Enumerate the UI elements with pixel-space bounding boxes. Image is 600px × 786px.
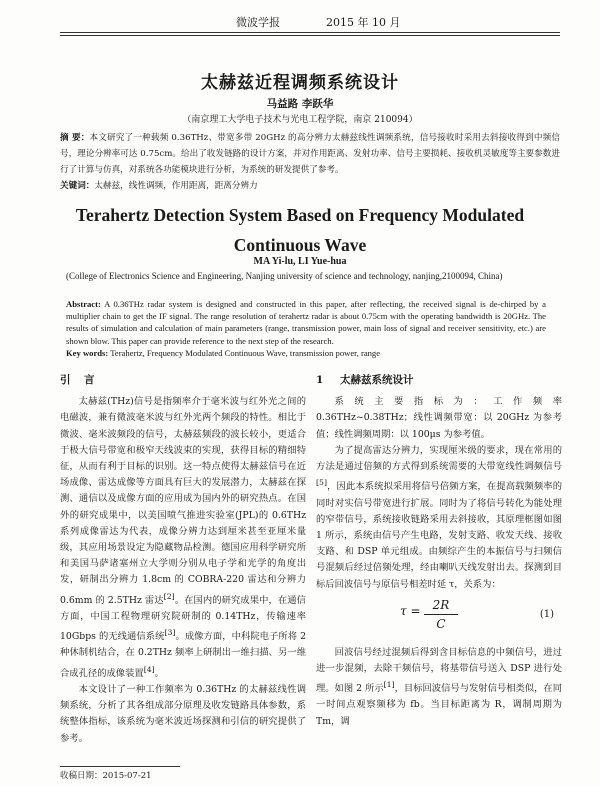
equation-1: [316, 597, 562, 639]
section-design-num: 1: [316, 374, 324, 386]
paragraph-if-signal: [316, 645, 562, 730]
section-intro-num: 引: [60, 374, 71, 386]
journal-name: 微波学报: [236, 16, 280, 29]
para-text: 。: [154, 667, 164, 679]
issue-date: 2015 年 10 月: [326, 16, 401, 29]
received-date: 收稿日期：2015-07-21: [60, 771, 152, 781]
header-rule-1: [60, 32, 560, 33]
authors-english: MA Yi-lu, LI Yue-hua: [253, 256, 347, 267]
title-chinese: 太赫兹近程调频系统设计: [201, 73, 399, 93]
affiliation-english: (College of Electronics Science and Engineering, Nanjing university of science and technology, nanjing,2100094, China): [66, 271, 503, 281]
equation-denominator: C: [436, 616, 446, 631]
left-column: [60, 372, 306, 747]
footnote-rule: [60, 766, 180, 767]
section-design-title: 太赫兹系统设计: [340, 374, 414, 386]
abstract-text: 本文研究了一种载频 0.36THz、带宽多带 20GHz 的高分辨力太赫兹线性调频系统，信号接收时采用去斜接收得到中频信号，理论分辨率可达 0.75cm。给出了收发链路的设计方案，并对作用距离、发射功率、信号主要损耗、接收机灵敏度等主要参数进行了计算与仿真，对系统各功能模块进行分析，为系统的研发提供了参考。: [60, 133, 560, 175]
para-text: 。在国内的研究成果中，在通信方面，中国工程物理研究院研制的 0.14THz，传输速率 10Gbps 的无线通信系统: [60, 594, 306, 643]
citation: [1]: [383, 680, 395, 690]
para-text: 。成像方面，中科院电子所将 2 种休制机结合，在 0.2THz 频率上研制出一维扫描、另一维合成孔径的成像装置: [60, 631, 306, 679]
authors-chinese: 马益路 李跃华: [266, 98, 334, 110]
equation-lhs: τ =: [400, 603, 421, 618]
para-text: ，目标回波信号与发射信号相类似，在同一时间点观察频移为 fb。当目标距离为 R，调制周期为 Tm，调: [316, 683, 562, 727]
right-column: [316, 372, 562, 730]
section-intro-title: 言: [84, 374, 95, 386]
abstract-en-text: A 0.36THz radar system is designed and constructed in this paper, after reflecting, the received signal is de-chirped by a multiplier chain to get the IF signal. The range resolution of terahertz radar is about 0.75cm with the operating bandwidth is 20GHz. The results of simulation and calculation of main parameters (range, transmission power, main loss of signal and receiver sensitivity, etc.) are shown blow. This paper can provide reference to the next step of the research.: [66, 299, 546, 346]
abstract-english: [66, 298, 546, 359]
section-design-heading: [316, 372, 562, 388]
paragraph-design: [316, 443, 562, 593]
para-text: 为了提高雷达分辨力，实现厘米级的要求，现在常用的方法是通过倍频的方式得到系统需要的大带宽线性调频信号: [316, 444, 562, 473]
abstract-label: 摘 要：: [60, 133, 90, 143]
fraction-bar: [424, 614, 458, 615]
para-text: ，因此本系统拟采用将信号倍频方案，在提高载频频率的同时对实信号带宽进行扩展。同时为了将信号转化为能处理的窄带信号，系统接收链路采用去斜接收，其原理框图如图 1 所示，系统由信号产生电路，发射支路、收发天线、接收支路、和 DSP 单元组成。由频综产生的本振信号与扫频信号混频后经过倍频处理，经由喇叭天线发射出去。探测到目标后回波信号与原信号相差时延 τ，关系为：: [316, 481, 562, 590]
keywords-text: 太赫兹，线性调频，作用距离，距离分辨力: [94, 181, 258, 191]
section-intro-heading: [60, 372, 306, 388]
citation: [3]: [164, 628, 176, 638]
para-text: 太赫兹(THz)信号是指频率介于毫米波与红外光之间的电磁波，兼有微波毫米波与红外光两个频段的特性。相比于微波、毫米波频段的信号，太赫兹频段的波长较小，更适合于极大信号带宽和极窄天线波束的实现，获得目标的精细特征，从而有利于目标的识别。这一特点使得太赫兹信号在近场成像、雷达成像等方面具有巨大的发展潜力，太赫兹在探测、通信以及成像方面的应用成为国内外的研究热点。在国外的研究成果中，以美国喷气推进实验室(JPL)的 0.6THz 系列成像雷达为代表，成像分辨力达到厘米甚至亚厘米量级，其应用场景设定为隐藏物品检测。德国应用科学研究所和美国马萨诸塞州立大学则分别从电子学和光学的角度出发，研制出分辨力 1.8cm 的 COBRA-220 雷达和分辨力 0.6mm 的 2.5THz 雷达: [60, 396, 306, 606]
affiliation-chinese: （南京理工大学电子技术与光电工程学院，南京 210094）: [182, 115, 418, 125]
header-rule-2: [60, 35, 560, 36]
keywords-en-text: Terahertz, Frequency Modulated Continuous Wave, transmission power, range: [110, 347, 381, 358]
keywords-label: 关键词：: [60, 181, 95, 191]
paragraph-specs: 系 统 主 要 指 标 为 ： 工 作 频 率 0.36THz~0.38THz；线性调频带宽：以 20GHz 为参考值；线性调频周期：以 100μs 为参考值。: [316, 396, 562, 440]
title-english: Terahertz Detection System Based on Frequency Modulated Continuous Wave: [75, 205, 525, 255]
citation: [5]: [316, 478, 327, 488]
abstract-chinese: [60, 130, 560, 194]
equation-fraction: [424, 597, 458, 632]
paragraph-intro: [60, 394, 306, 682]
paragraph-overview: 本文设计了一种工作频率为 0.36THz 的太赫兹线性调频系统，分析了其各组成部分原理及收发链路具体参数，系统整体指标，该系统为毫米波近场探测和引信的研究提供了参考。: [60, 683, 306, 744]
citation: [2]: [163, 591, 175, 601]
para-text: 回波信号经过混频后得到含目标信息的中频信号，进过进一步混频，去除干频信号，将基带信号送入 DSP 进行处理。如图 2 所示: [316, 646, 562, 695]
keywords-en-label: Key words:: [66, 347, 109, 358]
abstract-en-label: Abstract:: [66, 299, 101, 309]
running-header: [0, 12, 600, 30]
equation-number: (1): [539, 608, 554, 620]
citation: [4]: [143, 664, 155, 674]
equation-numerator: 2R: [432, 597, 450, 612]
